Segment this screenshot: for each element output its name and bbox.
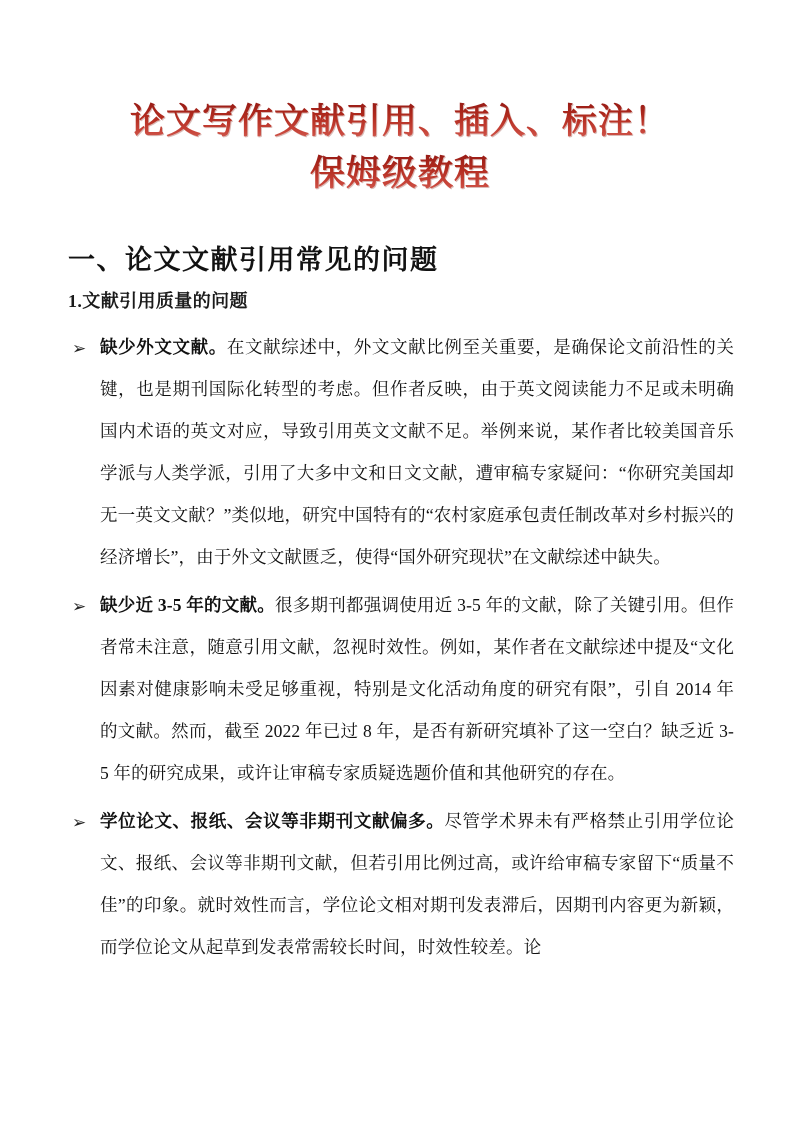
list-item-text — [100, 800, 734, 968]
list-item-text — [100, 326, 734, 578]
list-item-lead: 学位论文、报纸、会议等非期刊文献偏多。 — [100, 811, 445, 831]
section-heading-1: 一、论文文献引用常见的问题 — [68, 245, 439, 275]
list-item-lead: 缺少外文文献。 — [100, 337, 227, 357]
document-title-line-1: 论文写作文献引用、插入、标注！ — [0, 96, 800, 148]
list-item-lead: 缺少近 3-5 年的文献。 — [100, 595, 276, 615]
arrowhead-bullet-icon: ➢ — [72, 597, 87, 617]
arrowhead-bullet-icon: ➢ — [72, 339, 87, 359]
list-item-text — [100, 584, 734, 794]
bullet-list — [68, 326, 734, 974]
list-item — [68, 800, 734, 968]
list-item — [68, 584, 734, 794]
list-item-body: 很多期刊都强调使用近 3-5 年的文献，除了关键引用。但作者常未注意，随意引用文献，忽视时效性。例如，某作者在文献综述中提及“文化因素对健康影响未受足够重视，特别是文化活动角度的研究有限”，引自 2014 年的文献。然而，截至 2022 年已过 8 年，是否有新研究填补了这一空白？缺乏近 3-5 年的研究成果，或许让审稿专家质疑选题价值和其他研究的存在。 — [100, 595, 734, 783]
document-title — [0, 96, 800, 200]
list-item-body: 尽管学术界未有严格禁止引用学位论文、报纸、会议等非期刊文献，但若引用比例过高，或许给审稿专家留下“质量不佳”的印象。就时效性而言，学位论文相对期刊发表滞后，因期刊内容更为新颖，而学位论文从起草到发表常需较长时间，时效性较差。论 — [100, 811, 734, 957]
list-item-body: 在文献综述中，外文文献比例至关重要，是确保论文前沿性的关键，也是期刊国际化转型的考虑。但作者反映，由于英文阅读能力不足或未明确国内术语的英文对应，导致引用英文文献不足。举例来说，某作者比较美国音乐学派与人类学派，引用了大多中文和日文文献，遭审稿专家疑问：“你研究美国却无一英文文献？”类似地，研究中国特有的“农村家庭承包责任制改革对乡村振兴的经济增长”，由于外文文献匮乏，使得“国外研究现状”在文献综述中缺失。 — [100, 337, 734, 567]
list-item — [68, 326, 734, 578]
document-title-line-2: 保姆级教程 — [0, 148, 800, 200]
arrowhead-bullet-icon: ➢ — [72, 813, 87, 833]
subsection-heading-1: 1.文献引用质量的问题 — [68, 291, 248, 311]
